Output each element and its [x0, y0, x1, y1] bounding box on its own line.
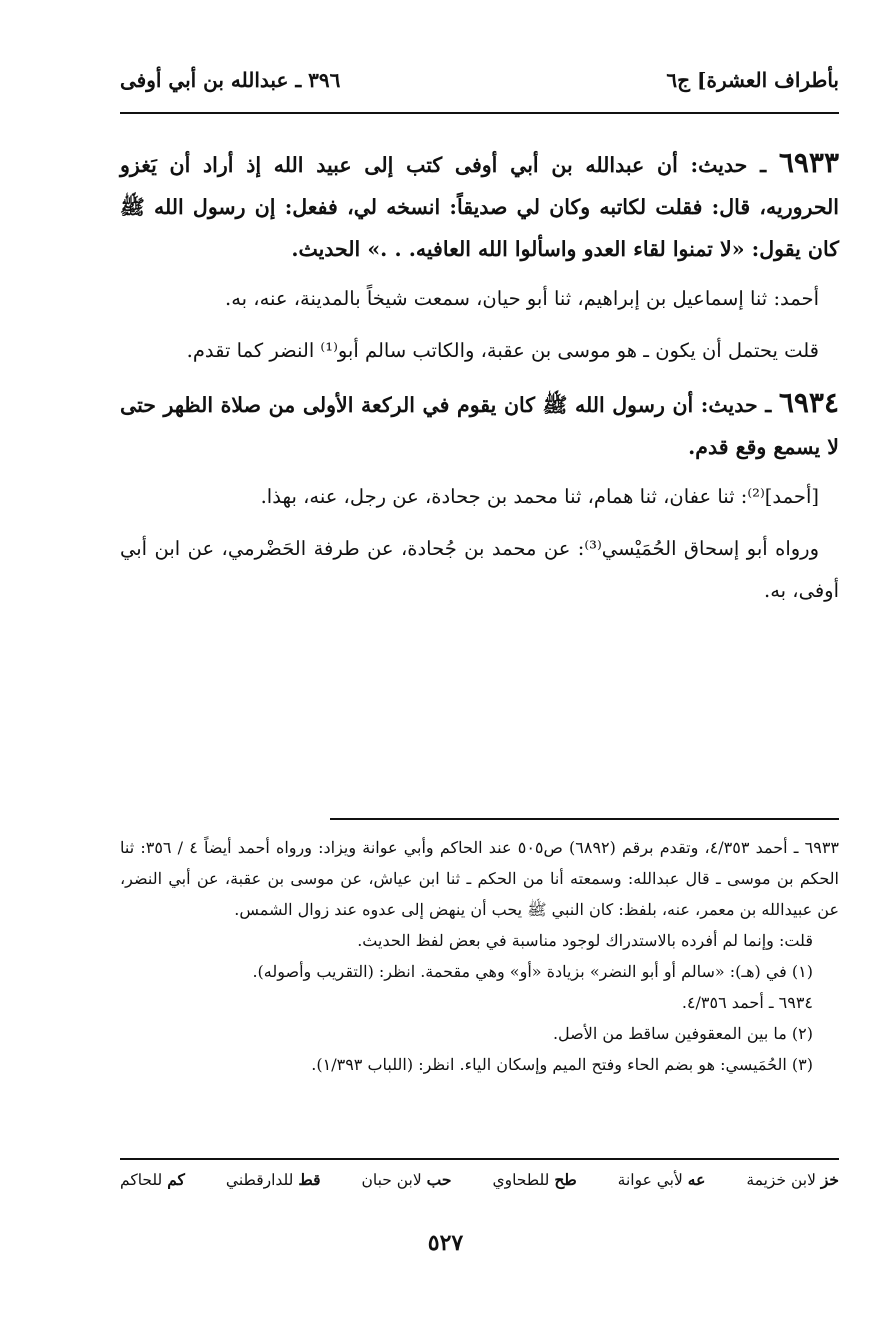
abbrev-item: طح للطحاوي [492, 1170, 577, 1189]
main-text [120, 142, 839, 622]
abbrev-item: عه لأبي عوانة [617, 1170, 706, 1189]
header-chapter-title: ٣٩٦ ـ عبدالله بن أبي أوفى [120, 68, 341, 92]
abbrev-item: كم للحاكم [120, 1170, 185, 1189]
footnote: قلت: وإنما لم أفرده بالاستدراك لوجود مناسبة في بعض لفظ الحديث. [357, 931, 813, 950]
page-number: ٥٢٧ [427, 1230, 464, 1256]
footnote: (٢) ما بين المعقوفين ساقط من الأصل. [552, 1024, 813, 1043]
hadith-source: ورواه أبو إسحاق الحُمَيْسي⁽³⁾: عن محمد بن جُحادة، عن طرفة الحَضْرمي، عن ابن أبي أوفى، به. [120, 537, 839, 602]
hadith-number: ٦٩٣٣ [778, 146, 839, 179]
footnote: ٦٩٣٣ ـ أحمد ٤/٣٥٣، وتقدم برقم (٦٨٩٢) ص٥٠٥ عند الحاكم وأبي عوانة ويزاد: ورواه أحمد أيضاً ٤ / ٣٥٦: ثنا الحكم بن موسى ـ قال عبدالله: وسمعته أنا من الحكم ـ ثنا ابن عياش، عن موسى بن عقبة، عن أبي النضر، عن عبيدالله بن معمر، عنه، بلفظ: كان النبي ﷺ يحب أن ينهض إلى عدوه عند زوال الشمس. [120, 838, 839, 919]
running-header [120, 60, 839, 100]
footnote: (١) في (هـ): «سالم أو أبو النضر» بزيادة «أو» وهي مقحمة. انظر: (التقريب وأصوله). [252, 962, 813, 981]
hadith-source: [أحمد]⁽²⁾: ثنا عفان، ثنا همام، ثنا محمد بن جحادة، عن رجل، عنه، بهذا. [260, 485, 819, 508]
abbrev-item: حب لابن حبان [361, 1170, 452, 1189]
hadith-number: ٦٩٣٤ [778, 386, 839, 419]
abbrev-item: خز لابن خزيمة [746, 1170, 839, 1189]
hadith-source: أحمد: ثنا إسماعيل بن إبراهيم، ثنا أبو حيان، سمعت شيخاً بالمدينة، عنه، به. [225, 287, 819, 310]
hadith-text: ـ حديث: أن رسول الله ﷺ كان يقوم في الركعة الأولى من صلاة الظهر حتى لا يسمع وقع قدم. [120, 393, 839, 459]
abbreviations-rule [120, 1158, 839, 1160]
hadith-text: ـ حديث: أن عبدالله بن أبي أوفى كتب إلى عبيد الله إذ أراد أن يَغزو الحروريه، قال: فقلت لكاتبه وكان لي صديقاً: انسخه لي، ففعل: إن رسول الله ﷺ كان يقول: «لا تمنوا لقاء العدو واسألوا الله العافيه. . .» الحديث. [120, 153, 839, 261]
footnote: ٦٩٣٤ ـ أحمد ٤/٣٥٦. [681, 993, 813, 1012]
header-rule [120, 112, 839, 114]
abbrev-item: قط للدارقطني [225, 1170, 321, 1189]
hadith-6933 [120, 142, 839, 270]
footnote: (٣) الحُمَيسي: هو بضم الحاء وفتح الميم وإسكان الياء. انظر: (اللباب ١/٣٩٣). [311, 1055, 813, 1074]
footnotes [120, 832, 839, 1080]
header-book-title: بأطراف العشرة] ج٦ [666, 68, 839, 92]
hadith-6934 [120, 382, 839, 468]
author-note: قلت يحتمل أن يكون ـ هو موسى بن عقبة، والكاتب سالم أبو⁽¹⁾ النضر كما تقدم. [186, 339, 819, 362]
footnote-rule [330, 818, 839, 820]
abbreviations-key [120, 1170, 839, 1189]
